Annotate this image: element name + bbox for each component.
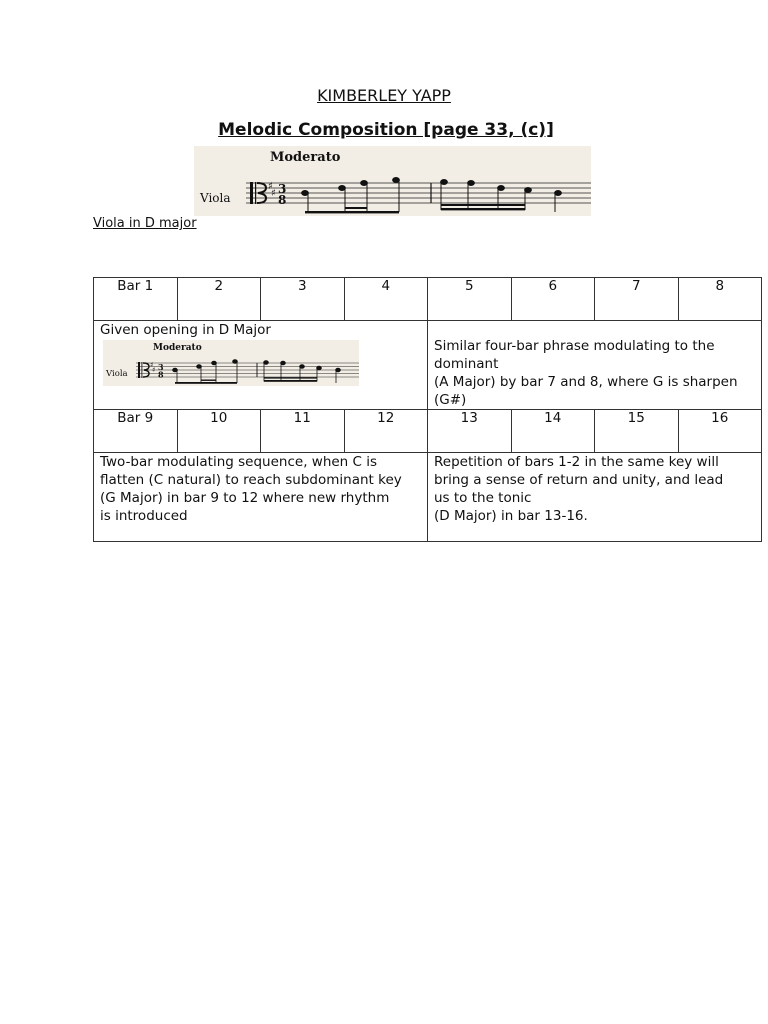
score-tempo: Moderato [153,343,202,353]
bar-analysis-table [93,277,762,542]
sharp-icon: ♯ [271,188,276,199]
document-title: Melodic Composition [page 33, (c)] [218,120,554,140]
phrase-3-line: is introduced [100,508,188,524]
bar-number-cell: 3 [261,278,345,321]
bar-number-cell: 2 [177,278,261,321]
given-opening-label: Given opening in D Major [100,322,271,338]
bar-number-row-bottom [94,410,762,453]
phrase-2-line: (A Major) by bar 7 and 8, where G is sharpen [434,374,738,390]
score-instrument: Viola [200,191,231,205]
time-signature-bottom: 8 [158,369,164,380]
bar-number-cell: 10 [177,410,261,453]
phrase-3-line: flatten (C natural) to reach subdominant key [100,472,402,488]
viola-score-excerpt [194,146,591,216]
bar-number-cell: 12 [344,410,428,453]
phrase-4-line: us to the tonic [434,490,532,506]
bar-number-cell: 4 [344,278,428,321]
score-tempo: Moderato [270,150,341,165]
bar-number-cell: 8 [678,278,762,321]
bar-number-cell: Bar 9 [94,410,178,453]
author-name: KIMBERLEY YAPP [317,86,451,105]
time-signature-top: 3 [158,362,164,372]
phrase-3-cell [94,453,428,542]
description-row-bottom [94,453,762,542]
sharp-icon: ♯ [268,181,273,192]
sharp-icon: ♯ [150,361,154,369]
phrase-2-line: dominant [434,356,499,372]
phrase-4-cell [428,453,762,542]
phrase-4-line: (D Major) in bar 13-16. [434,508,588,524]
bar-number-row-top [94,278,762,321]
time-signature-bottom: 8 [278,193,287,207]
phrase-4-line: Repetition of bars 1-2 in the same key will [434,454,719,470]
bar-number-cell: 6 [511,278,595,321]
bar-number-cell: 15 [595,410,679,453]
bar-number-cell: Bar 1 [94,278,178,321]
viola-score-excerpt-small [103,340,359,386]
bar-number-cell: 16 [678,410,762,453]
score-caption: Viola in D major [93,216,197,231]
bar-number-cell: 5 [428,278,512,321]
bar-number-cell: 13 [428,410,512,453]
phrase-3-line: Two-bar modulating sequence, when C is [100,454,378,470]
phrase-2-cell [428,321,762,410]
phrase-4-line: bring a sense of return and unity, and lead [434,472,724,488]
phrase-2-line: (G#) [434,392,467,408]
score-instrument: Viola [106,369,128,379]
bar-number-cell: 11 [261,410,345,453]
sharp-icon: ♯ [152,366,156,374]
phrase-3-line: (G Major) in bar 9 to 12 where new rhythm [100,490,390,506]
given-opening-cell [94,321,428,410]
phrase-2-line: Similar four-bar phrase modulating to the [434,338,715,354]
time-signature-top: 3 [278,182,287,196]
bar-number-cell: 7 [595,278,679,321]
description-row-top [94,321,762,410]
bar-number-cell: 14 [511,410,595,453]
